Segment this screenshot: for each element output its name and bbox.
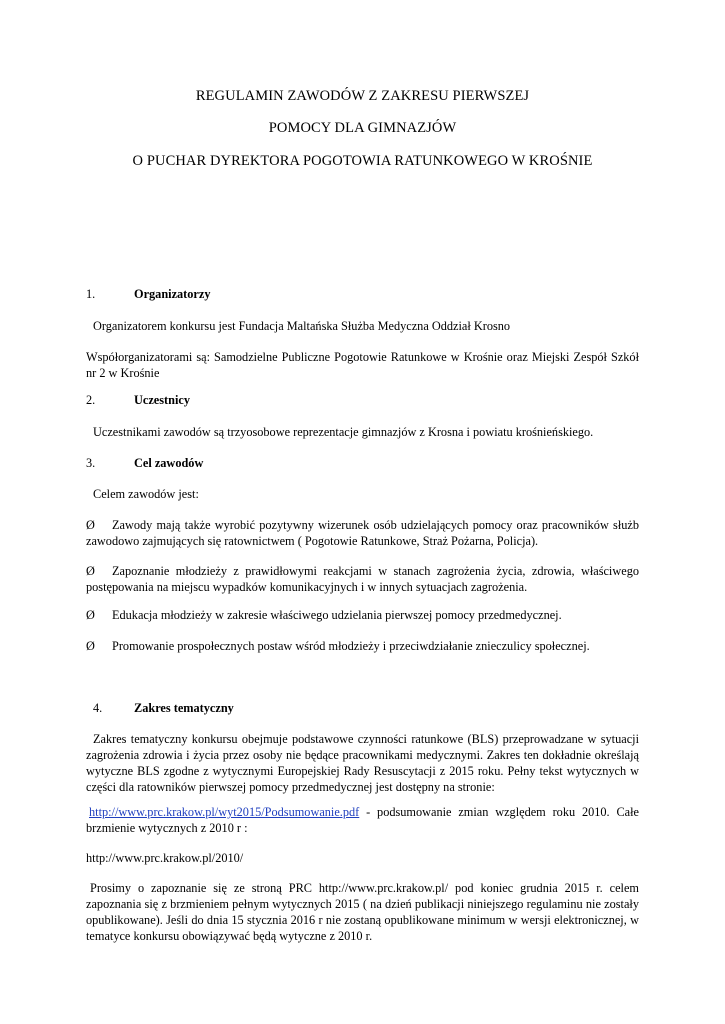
list-item xyxy=(86,638,639,654)
section-4-number: 4. xyxy=(93,701,103,715)
section-4-para-last: Prosimy o zapoznanie się ze stroną PRC http://www.prc.krakow.pl/ pod koniec grudnia 2015 r. celem zapoznania się z brzmieniem pełnym wytycznych 2015 ( na dzień publikacji niniejszego regulaminu nie zostały opublikowane). Jeśli do dnia 15 stycznia 2016 r nie zostaną opublikowane minimum w wersji elektronicznej, w tematyce konkursu obowiązywać będą wytyczne z 2010 r. xyxy=(86,881,639,943)
section-3-heading: Cel zawodów xyxy=(134,456,204,470)
link1-suffix: - podsumowanie zmian względem roku 2010. Całe brzmienie wytycznych z 2010 r : xyxy=(86,805,639,835)
bullet-arrow-icon: Ø xyxy=(86,518,95,532)
bullet-arrow-icon: Ø xyxy=(86,564,95,578)
list-item xyxy=(86,607,639,623)
title-line-2: POMOCY DLA GIMNAZJÓW xyxy=(268,120,457,136)
section-4-para-1: Zakres tematyczny konkursu obejmuje podstawowe czynności ratunkowe (BLS) przeprowadzane w sytuacji zagrożenia zdrowia i życia przez osoby nie będące pracownikami medycznymi. Zakres ten dokładnie określają wytyczne BLS zgodne z wytycznymi Europejskiej Rady Resuscytacji z 2015 roku. Pełny tekst wytycznych w części dla ratowników pierwszej pomocy przedmedycznej jest dostępny na stronie: xyxy=(86,732,639,794)
section-1-para-1: Organizatorem konkursu jest Fundacja Maltańska Służba Medyczna Oddział Krosno xyxy=(93,319,511,333)
section-2-heading: Uczestnicy xyxy=(134,393,190,407)
section-1-number: 1. xyxy=(86,287,96,301)
bullet-text-2: Zapoznanie młodzieży z prawidłowymi reakcjami w stanach zagrożenia życia, zdrowia, właściwego postępowania na miejscu wypadków komunikacyjnych i w innych sytuacjach zagrożenia. xyxy=(86,564,639,594)
title-line-1: REGULAMIN ZAWODÓW Z ZAKRESU PIERWSZEJ xyxy=(195,88,530,104)
bullet-arrow-icon: Ø xyxy=(86,639,95,653)
section-4-links-para xyxy=(86,804,639,836)
section-1-heading: Organizatorzy xyxy=(134,287,211,301)
section-4-heading: Zakres tematyczny xyxy=(134,701,234,715)
list-item xyxy=(86,517,639,549)
section-1-para-2: Współorganizatorami są: Samodzielne Publiczne Pogotowie Ratunkowe w Krośnie oraz Miejski Zespół Szkół nr 2 w Krośnie xyxy=(86,350,639,380)
section-4-link-2: http://www.prc.krakow.pl/2010/ xyxy=(86,851,244,865)
section-2-number: 2. xyxy=(86,393,96,407)
title-line-3: O PUCHAR DYREKTORA POGOTOWIA RATUNKOWEGO W KROŚNIE xyxy=(132,153,593,169)
list-item xyxy=(86,563,639,595)
section-3-number: 3. xyxy=(86,456,96,470)
section-2-para-1: Uczestnikami zawodów są trzyosobowe reprezentacje gimnazjów z Krosna i powiatu krośnieńskiego. xyxy=(93,425,594,439)
bullet-text-4: Promowanie prospołecznych postaw wśród młodzieży i przeciwdziałanie znieczulicy społecznej. xyxy=(112,639,590,653)
bullet-arrow-icon: Ø xyxy=(86,608,95,622)
bullet-text-1: Zawody mają także wyrobić pozytywny wizerunek osób udzielających pomocy oraz pracowników służb zawodowo zajmujących się ratownictwem ( Pogotowie Ratunkowe, Straż Pożarna, Policja). xyxy=(86,518,639,548)
section-3-intro: Celem zawodów jest: xyxy=(93,487,199,501)
bullet-text-3: Edukacja młodzieży w zakresie właściwego udzielania pierwszej pomocy przedmedycznej. xyxy=(112,608,562,622)
pdf-link[interactable]: http://www.prc.krakow.pl/wyt2015/Podsumowanie.pdf xyxy=(89,805,360,819)
